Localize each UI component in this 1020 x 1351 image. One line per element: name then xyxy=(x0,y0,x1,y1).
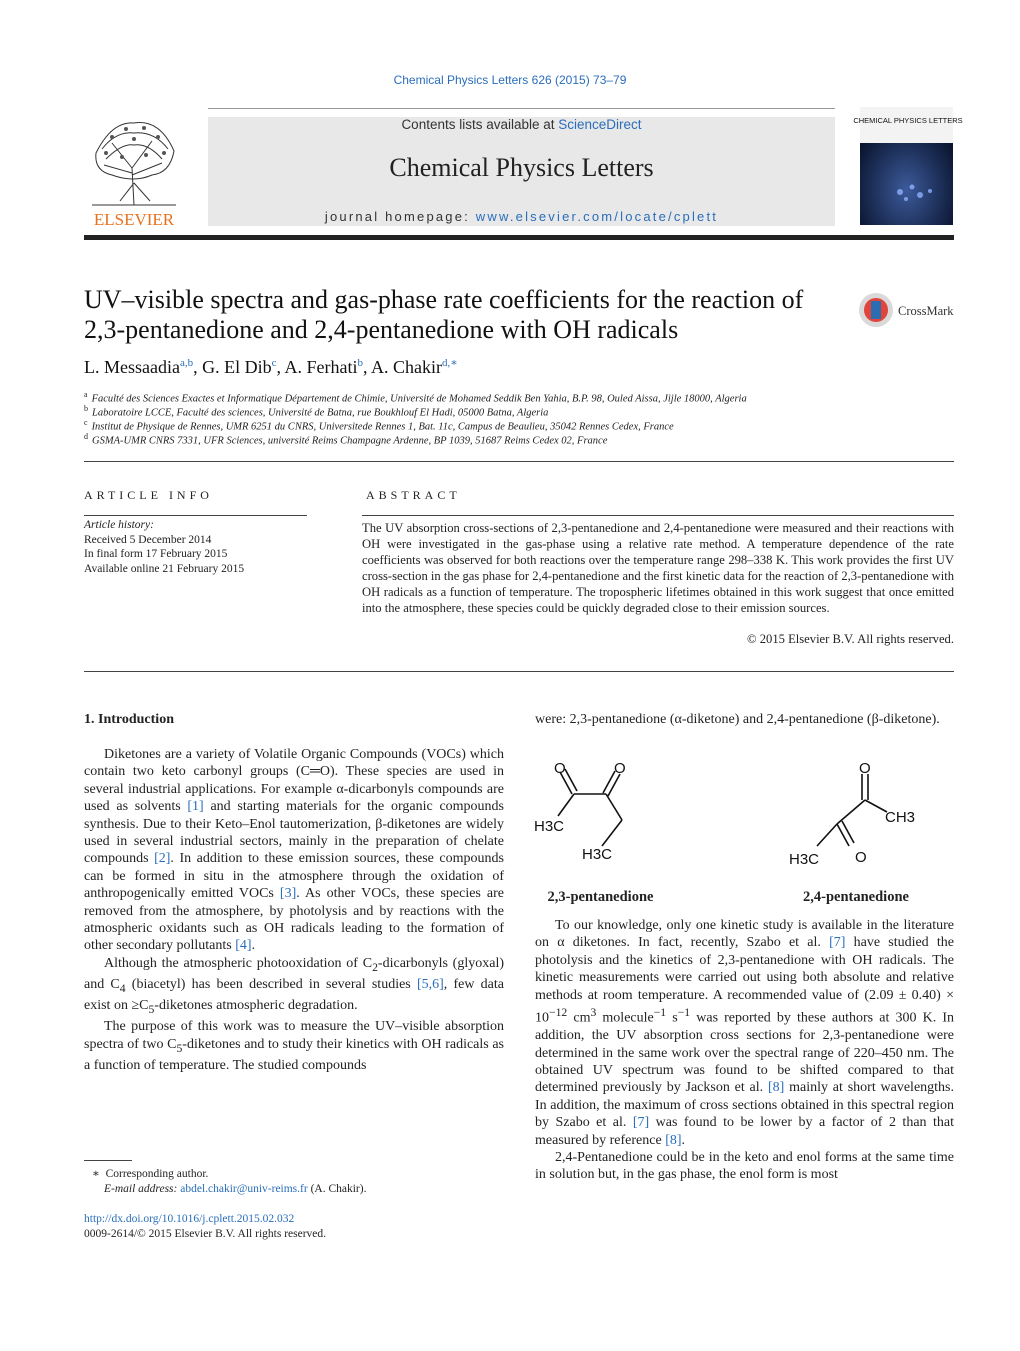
header-divider xyxy=(208,108,835,109)
section-heading: 1. Introduction xyxy=(84,712,174,727)
paragraph: were: 2,3-pentanedione (α-diketone) and 2,4-pentanedione (β-diketone). xyxy=(535,712,940,727)
homepage-prefix: journal homepage: xyxy=(324,209,476,224)
author-affiliation-marker[interactable]: a,b xyxy=(179,357,194,369)
elsevier-logo xyxy=(82,113,186,229)
citation-link[interactable]: [7] xyxy=(632,1115,650,1131)
issn-line: 0009-2614/© 2015 Elsevier B.V. All rights reserved. xyxy=(84,1227,327,1240)
oxygen-label: O xyxy=(855,849,867,866)
citation-link[interactable]: [8] xyxy=(767,1080,785,1096)
abstract-heading: ABSTRACT xyxy=(366,488,461,502)
affiliation-text: Faculté des Sciences Exactes et Informatique Département de Chimie, Université de Mohamed Seddik Ben Yahia, B.P. 98, Ouled Aissa, Jijle 18000, Algeria xyxy=(91,393,747,405)
doi-link[interactable]: http://dx.doi.org/10.1016/j.cplett.2015.02.032 xyxy=(84,1213,295,1225)
abstract-text: The UV absorption cross-sections of 2,3-pentanedione and 2,4-pentanedione were measured and their reactions with OH were investigated in the gas-phase using a relative rate method. A temperature dependence of the rate coefficients was observed for both reactions over the temperature range 298–338 K. This work provides the first UV cross-section in the gas phase for 2,4-pentanedione and the first kinetic data for the reaction of 2,3-pentanedione with OH radicals as a function of temperature. The tropospheric lifetimes obtained in this work suggest that once emitted into the atmosphere, these species could be quickly degraded close to their emission sources. xyxy=(362,521,954,615)
contents-prefix: Contents lists available at xyxy=(401,117,559,132)
elsevier-wordmark: ELSEVIER xyxy=(93,210,175,229)
oxygen-label: O xyxy=(859,760,871,777)
journal-title: Chemical Physics Letters xyxy=(389,153,654,182)
history-label: Article history: xyxy=(84,519,154,531)
section-divider xyxy=(84,671,954,672)
online-date: Available online 21 February 2015 xyxy=(84,562,245,575)
paragraph: Although the atmospheric photooxidation of $C_2$-dicarbonyls (glyoxal) and $C_4$ (biacetyl) has been described in several studies [5,6], few data exist on $\ge C_5$-diketones atmospheric degradation. xyxy=(84,955,504,1017)
crossmark-label: CrossMark xyxy=(898,304,954,318)
affiliation xyxy=(84,418,674,433)
abstract-copyright: © 2015 Elsevier B.V. All rights reserved. xyxy=(747,632,954,646)
article-history xyxy=(84,518,244,576)
author-affiliation-marker[interactable]: d,∗ xyxy=(442,357,458,369)
affiliation xyxy=(84,390,747,405)
author-name: G. El Dib xyxy=(202,357,272,377)
email-suffix: (A. Chakir). xyxy=(307,1182,367,1195)
email-label: E-mail address: xyxy=(104,1182,181,1195)
revised-date: In final form 17 February 2015 xyxy=(84,548,228,561)
right-column-top xyxy=(535,711,954,728)
affiliation-marker: a xyxy=(84,390,88,399)
affiliation-text: Institut de Physique de Rennes, UMR 6251 du CNRS, Universitede Rennes 1, Bat. 11c, Campus de Beaulieu, 35042 Rennes Cedex, France xyxy=(91,421,674,433)
corresponding-note: ∗ Corresponding author. xyxy=(92,1168,209,1180)
crossmark-button[interactable] xyxy=(858,290,958,330)
citation-link[interactable]: [8] xyxy=(665,1132,682,1148)
journal-homepage xyxy=(208,209,835,224)
author-name: A. Chakir xyxy=(371,357,443,377)
affiliation xyxy=(84,432,607,447)
author-name: L. Messaadia xyxy=(84,357,180,377)
citation-link[interactable]: [3] xyxy=(279,886,297,902)
author-affiliation-marker[interactable]: b xyxy=(357,357,363,369)
methyl-label: CH3 xyxy=(885,809,916,826)
affiliation-text: GSMA-UMR CNRS 7331, UFR Sciences, université Reims Champagne Ardenne, BP 1039, 51687 Reims Cedex 02, France xyxy=(92,435,608,447)
citation-link[interactable]: [4] xyxy=(235,938,252,954)
footnote-rule xyxy=(84,1160,132,1161)
article-info-rule xyxy=(84,515,307,516)
received-date: Received 5 December 2014 xyxy=(84,533,212,546)
homepage-link[interactable]: www.elsevier.com/locate/cplett xyxy=(475,209,719,224)
affiliation-marker: b xyxy=(84,404,88,413)
structure-2-4-pentanedione xyxy=(785,756,925,868)
journal-cover-image xyxy=(853,107,963,225)
paper-title: UV–visible spectra and gas-phase rate coefficients for the reaction of 2,3-pentanedione and 2,4-pentanedione with OH radicals xyxy=(84,285,804,344)
article-info-heading: ARTICLE INFO xyxy=(84,488,213,502)
doi-block xyxy=(84,1212,326,1241)
author-affiliation-marker[interactable]: c xyxy=(271,357,277,369)
citation-link[interactable]: [2] xyxy=(154,851,171,867)
section-divider xyxy=(84,461,954,462)
corresponding-label: Corresponding author. xyxy=(105,1168,209,1180)
paragraph: 2,4-Pentanedione could be in the keto and enol forms at the same time in solution but, in the gas phase, the enol form is most xyxy=(535,1149,954,1183)
citation-link[interactable]: [1] xyxy=(187,799,204,815)
structure-label: 2,3-pentanedione xyxy=(547,889,654,905)
structure-2-3-pentanedione xyxy=(530,756,670,868)
author-name: A. Ferhati xyxy=(284,357,358,377)
affiliation-text: Laboratoire LCCE, Faculté des sciences, Université de Batna, rue Boukhlouf El Hadi, 05000 Batna, Algeria xyxy=(92,407,549,419)
author-list: L. Messaadia$^{a,b}$, G. El Dib$^c$, A. Ferhati$^b$, A. Chakir$^{d,∗}$ xyxy=(84,357,458,377)
contents-line xyxy=(208,117,835,132)
affiliation-marker: d xyxy=(84,432,88,441)
right-column xyxy=(535,917,954,1184)
oxygen-label: O xyxy=(614,760,626,777)
journal-reference[interactable]: Chemical Physics Letters 626 (2015) 73–79 xyxy=(393,73,627,87)
affiliation xyxy=(84,404,548,419)
affiliation-marker: c xyxy=(84,418,88,427)
paragraph: The purpose of this work was to measure the UV–visible absorption spectra of two $C_5$-diketones and to study their kinetics with OH radicals as a function of temperature. The studied compounds xyxy=(84,1019,504,1074)
methyl-label: H3C xyxy=(582,846,613,863)
left-column xyxy=(84,746,504,1075)
citation-link[interactable]: [7] xyxy=(829,935,846,951)
sciencedirect-link[interactable]: ScienceDirect xyxy=(558,117,642,132)
email-link[interactable]: abdel.chakir@univ-reims.fr xyxy=(180,1182,308,1195)
paragraph: To our knowledge, only one kinetic study is available in the literature on α diketones. In fact, recently, Szabo et al. [7] have studied the photolysis and the kinetics of 2,3-pentanedione with OH radicals. The kinetic measurements were carried out using both absolute and relative methods at room temperature. A recommended value of $(2.09 \pm 0.40) \times 10^{-12}$ $cm^3$ molecule$^{-1}$ $s^{-1}$ was reported by these authors at 300 K. In addition, the UV absorption cross sections for 2,3-pentanedione were determined in the same work over the spectral range of 220–450 nm. The obtained UV spectrum was found to be shifted compared to that determined previously by Jackson et al. [8] mainly at short wavelengths. In addition, the maximum of cross sections obtained in this spectral region by Szabo et al. [7] was found to be lower by a factor of 2 than that measured by reference [8]. xyxy=(535,918,955,1148)
email-note xyxy=(84,1182,366,1197)
methyl-label: H3C xyxy=(789,851,820,868)
header-rule xyxy=(84,235,954,240)
structure-label: 2,4-pentanedione xyxy=(803,889,909,905)
paragraph: Diketones are a variety of Volatile Organic Compounds (VOCs) which contain two keto carbonyl groups (C═O). These species are used in several industrial applications. For example α-dicarbonyls compounds are used as solvents [1] and starting materials for the organic compounds synthesis. Due to their Keto–Enol tautomerization, β-diketones are widely used in several industrial sectors, mainly in the preparation of chelate compounds [2]. In addition to these emission sources, these compounds can be formed in situ in the atmosphere through the oxidation of anthropogenically emitted VOCs [3]. As other VOCs, these species are removed from the atmosphere, by photolysis and by reactions with the atmospheric oxidants such as OH radicals leading to the formation of other secondary pollutants [4]. xyxy=(84,747,504,954)
methyl-label: H3C xyxy=(534,818,565,835)
footnotes xyxy=(84,1167,366,1196)
citation-link[interactable]: [5,6] xyxy=(416,977,444,993)
cover-journal-title: CHEMICAL PHYSICS LETTERS xyxy=(853,116,963,125)
abstract-rule xyxy=(362,515,954,516)
oxygen-label: O xyxy=(554,760,566,777)
